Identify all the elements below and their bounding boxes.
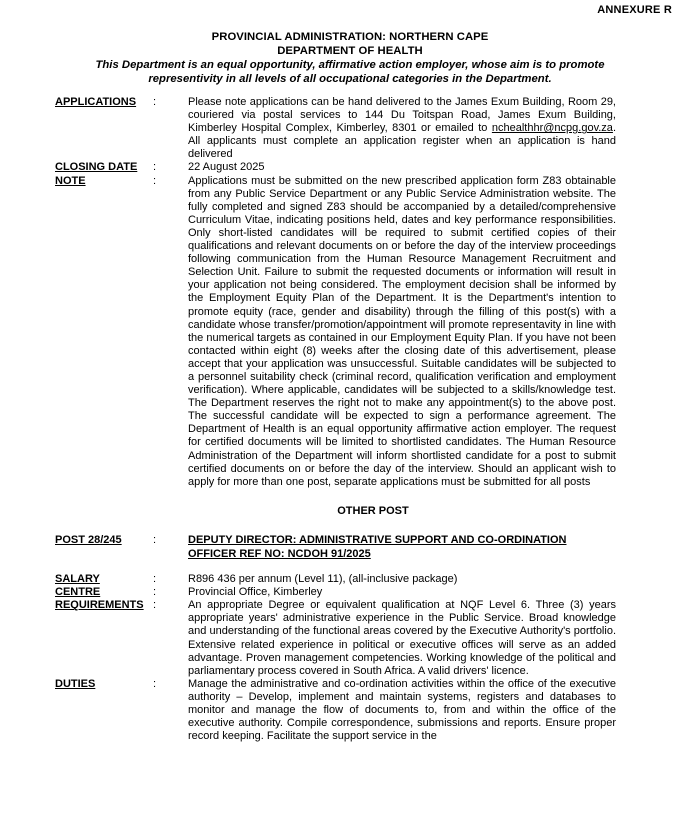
- row-note: [0, 175, 698, 489]
- body-centre: Provincial Office, Kimberley: [188, 586, 323, 599]
- body-duties: Manage the administrative and co-ordination activities within the office of the executive authority – Develop, implement and maintain systems, registers and databases to monitor and manage the flow of documents to, from and within the office of the executive authority. Compile correspondence, submissions and reports. Ensure proper record keeping. Facilitate the support service in the: [188, 677, 616, 743]
- colon-centre: :: [153, 586, 157, 599]
- colon-salary: :: [153, 573, 157, 586]
- body-note: Applications must be submitted on the new prescribed application form Z83 obtainable from any Public Service Department or any Public Service Administration website. The fully completed and signed Z83 should be accompanied by a detailed/comprehensive Curriculum Vitae, indicating positions held, dates and key performance responsibilities. Only short-listed candidates will be required to submit certified copies of their qualifications and relevant documents on or before the day of the interview proceedings following communication from the Human Resource Management Recruitment and Selection Unit. Failure to submit the requested documents or information will result in your application not being considered. The employment decision shall be informed by the Employment Equity Plan of the Department. It is the Department's intention to promote equity (race, gender and disability) through the filling of this post(s) with a candidate whose transfer/promotion/appointment will promote representavity in line with the numerical targets as contained in our Employment Equity Plan. If you have not been contacted within eight (8) weeks after the closing date of this advertisement, please accept that your application was unsuccessful. Suitable candidates will be subjected to a personnel suitability check (criminal record, qualification verification and employment verification). Where applicable, candidates will be subjected to a skills/knowledge test. The Department reserves the right not to make any appointment(s) to the above post. The successful candidate will be expected to sign a performance agreement. The Department of Health is an equal opportunity affirmative action employer. The request for certified documents will be limited to shortlisted candidates. The Human Resource Administration of the Department will inform shortlisted candidate for a post to submit certified documents on or before the day of the interview. Should an applicant wish to apply for more than one post, separate applications must be submitted for all posts: [188, 174, 616, 488]
- body-applications: [188, 96, 616, 161]
- label-closing-date: CLOSING DATE: [55, 161, 138, 174]
- colon-note: :: [153, 174, 157, 187]
- applications-email-link[interactable]: nchealthhr@ncpg.gov.za: [491, 122, 613, 135]
- other-post-heading: [0, 505, 671, 518]
- other-post-heading-text: OTHER POST: [337, 504, 409, 517]
- document-body: [0, 96, 698, 743]
- row-closing-date: [0, 161, 698, 174]
- colon-post-number: :: [153, 533, 157, 546]
- colon-requirements: :: [153, 599, 157, 612]
- header-line-provincial-administration: PROVINCIAL ADMINISTRATION: NORTHERN CAPE: [211, 31, 489, 43]
- label-post-number: POST 28/245: [55, 533, 122, 546]
- body-salary: R896 436 per annum (Level 11), (all-inclusive package): [188, 573, 458, 586]
- body-closing-date: 22 August 2025: [188, 161, 265, 174]
- annexure-label: ANNEXURE R: [597, 4, 672, 16]
- colon-closing-date: :: [153, 161, 157, 174]
- label-requirements: REQUIREMENTS: [55, 599, 144, 612]
- header-equal-opportunity-line-1: This Department is an equal opportunity, affirmative action employer, whose aim is to promote: [95, 59, 605, 71]
- label-applications: APPLICATIONS: [55, 96, 137, 108]
- applications-text-before-email: Please note applications can be hand delivered to the James Exum Building, Room 29, couriered via postal services to 144 Du Toitspan Road, James Exum Building, Kimberley Hospital Complex, Kimberley, 8301 or emailed to: [188, 96, 616, 135]
- spacer-after-other-post: [0, 518, 698, 534]
- label-salary: SALARY: [55, 573, 100, 586]
- row-duties: [0, 678, 698, 743]
- spacer-before-salary: [0, 561, 698, 573]
- label-duties: DUTIES: [55, 677, 96, 690]
- document-header: [28, 30, 672, 86]
- body-post-title: DEPUTY DIRECTOR: ADMINISTRATIVE SUPPORT AND CO-ORDINATION OFFICER REF NO: NCDOH 91/2025: [188, 533, 567, 560]
- spacer-before-other-post: [0, 489, 698, 505]
- header-line-department-of-health: DEPARTMENT OF HEALTH: [277, 45, 423, 57]
- row-post-number: [0, 534, 698, 561]
- row-requirements: [0, 599, 698, 678]
- colon-applications: :: [153, 96, 157, 108]
- body-requirements: An appropriate Degree or equivalent qualification at NQF Level 6. Three (3) years appropriate years' administrative experience in the Public Service. Broad knowledge and understanding of the functional areas covered by the Executive Authority's portfolio. Extensive related experience in political or executive offices will serve as an added advantage. Proven management competencies. Working knowledge of the political and parliamentary process covered in South Africa. A valid drivers' licence.: [188, 599, 616, 677]
- colon-duties: :: [153, 677, 157, 690]
- label-centre: CENTRE: [55, 586, 101, 599]
- label-note: NOTE: [55, 174, 86, 187]
- header-equal-opportunity-line-2: representivity in all levels of all occupational categories in the Department.: [148, 73, 552, 86]
- applications-text-after-email: . All applicants must complete an application register when an application is hand delivered: [188, 122, 616, 161]
- row-centre: [0, 586, 698, 599]
- row-salary: [0, 573, 698, 586]
- row-applications: [0, 96, 698, 161]
